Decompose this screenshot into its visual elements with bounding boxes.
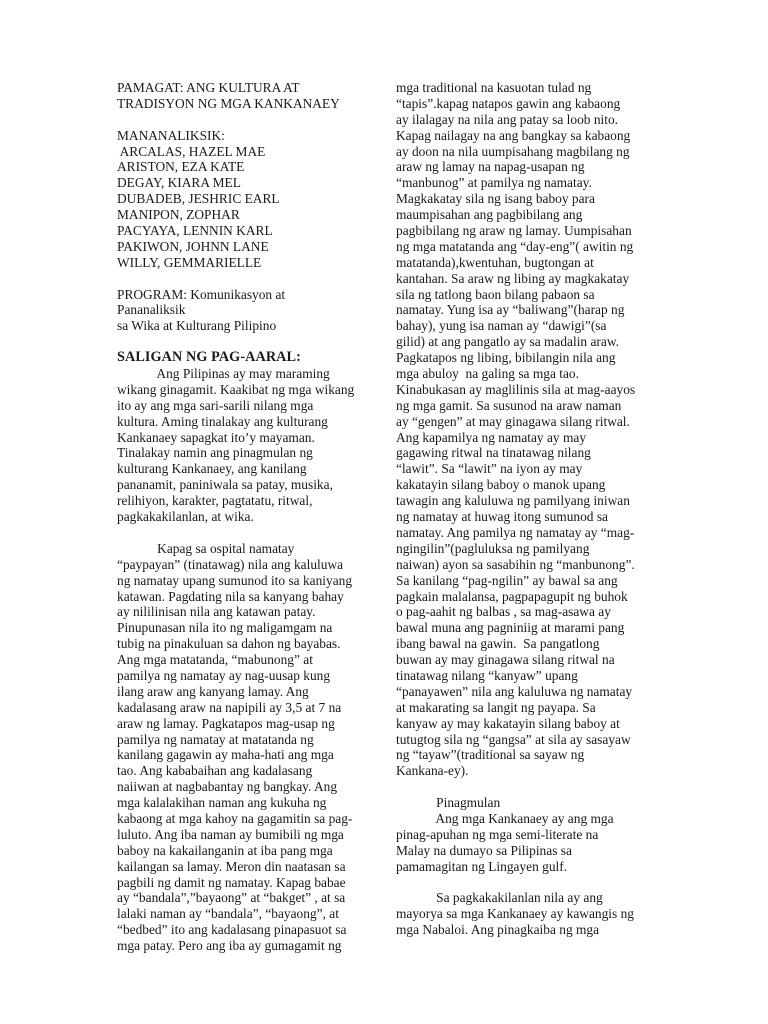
text-line: bawal muna ang pagniniig at marami pang [396, 620, 625, 636]
text-line: namatay. Ang pamilya ng namatay ay “mag- [396, 524, 635, 540]
text-line: lalaki naman ay “bandala”, “bayaong”, at [117, 906, 339, 922]
paragraph-identity [396, 890, 654, 938]
title-block [117, 80, 379, 112]
text-line: “bedbed” ito ang kadalasang pinapasuot sa [117, 922, 347, 938]
text-line: kantahan. Sa araw ng libing ay magkakatay [396, 270, 630, 286]
text-line: kailangan sa lamay. Meron din naatasan sa [117, 858, 346, 874]
text-line: pagkakakilanlan, at wika. [117, 509, 254, 525]
text-line: mga Nabaloi. Ang pinagkaiba ng mga [396, 922, 600, 938]
text-line: namatay. Yung isa ay “baliwang”(harap ng [396, 302, 625, 318]
text-line: tao. Ang kababaihan ang kadalasang [117, 763, 313, 779]
researcher-name: ARCALAS, HAZEL MAE [117, 143, 266, 159]
text-line: “paypayan” (tinatawag) nila ang kaluluwa [117, 556, 344, 572]
text-line: “manbunog” at pamilya ng namatay. [396, 175, 592, 191]
researcher-name: WILLY, GEMMARIELLE [117, 254, 262, 270]
paragraph-death-rites [117, 541, 379, 954]
text-line: buwan ay may ginagawa silang ritwal na [396, 652, 615, 668]
text-line: kakatayin silang baboy o manok upang [396, 477, 606, 493]
text-line: Ang mga matatanda, “mabunong” at [117, 652, 313, 668]
text-line: araw ng lamay na napag-usapan ng [396, 159, 585, 175]
text-line: ay “bandala”,”bayaong” at “bakget” , at sa [117, 890, 346, 906]
text-line: Kinabukasan ay maglilinis sila at mag-aayos [396, 381, 636, 397]
text-line: Tinalakay namin ang pinagmulan ng [117, 445, 313, 461]
program-block [117, 287, 379, 335]
program-line: PROGRAM: Komunikasyon at [117, 286, 286, 302]
text-line: pamilya ng namatay at matatanda ng [117, 731, 314, 747]
text-line: kabaong at mga kahoy na gagamitin sa pag- [117, 810, 353, 826]
text-line: ay doon na nila uumpisahang magbilang ng [396, 143, 630, 159]
text-line: mayorya sa mga Kankanaey ay kawangis ng [396, 906, 634, 922]
text-line: pinag-apuhan ng mga semi-literate na [396, 826, 599, 842]
text-line: tawagin ang kaluluwa ng pamilyang iniwan [396, 493, 630, 509]
text-line: pananamit, paniniwala sa patay, musika, [117, 477, 333, 493]
text-line: katawan. Pagdating nila sa kanyang bahay [117, 588, 344, 604]
researcher-name: MANIPON, ZOPHAR [117, 207, 240, 223]
text-line: baboy na kakailanganin at iba pang mga [117, 842, 333, 858]
text-line: kulturang Kankanaey, ang kanilang [117, 461, 307, 477]
researchers-label: MANANALIKSIK: [117, 127, 225, 143]
title-line: TRADISYON NG MGA KANKANAEY [117, 95, 340, 111]
text-line: at makarating sa langit ng payapa. Sa [396, 699, 596, 715]
right-column [396, 80, 654, 938]
paragraph-intro [117, 366, 379, 525]
text-line: ito ay ang mga sari-sarili nilang mga [117, 397, 314, 413]
text-line: kanyaw ay may kakatayin silang baboy at [396, 715, 620, 731]
text-line: Malay na dumayo sa Pilipinas sa [396, 842, 572, 858]
section-heading: SALIGAN NG PAG-AARAL: [117, 349, 301, 366]
subheading-pinagmulan: Pinagmulan [396, 795, 501, 811]
text-line: tinatawag nilang “kanyaw” upang [396, 667, 578, 683]
text-line: mga kalalakihan naman ang kukuha ng [117, 795, 327, 811]
researcher-name: PACYAYA, LENNIN KARL [117, 223, 273, 239]
text-line: Ang kapamilya ng namatay ay may [396, 429, 587, 445]
researcher-name: DEGAY, KIARA MEL [117, 175, 241, 191]
text-line: tubig na pinakuluan sa dahon ng bayabas. [117, 636, 341, 652]
text-line: matatanda),kwentuhan, bugtongan at [396, 254, 594, 270]
text-line: Sa pagkakakilanlan nila ay ang [396, 890, 603, 906]
title-line: PAMAGAT: ANG KULTURA AT [117, 80, 300, 95]
text-line: naiwan) ayon sa sasabihin ng “manbunong”. [396, 556, 635, 572]
researcher-name: PAKIWON, JOHNN LANE [117, 238, 269, 254]
researcher-name: ARISTON, EZA KATE [117, 159, 245, 175]
text-line: o pag-aahit ng balbas , sa mag-asawa ay [396, 604, 611, 620]
text-line: ngingilin”(pagluluksa ng pamilyang [396, 540, 590, 556]
text-line: Kankanaey sapagkat ito’y mayaman. [117, 429, 315, 445]
text-line: ng mga gamit. Sa susunod na araw naman [396, 397, 622, 413]
text-line: kultura. Aming tinalakay ang kulturang [117, 413, 328, 429]
text-line: ibang bawal na gawin. Sa pangatlong [396, 636, 600, 652]
text-line: “lawit”. Sa “lawit” na iyon ay may [396, 461, 583, 477]
text-line: pagbili ng damit ng namatay. Kapag babae [117, 874, 346, 890]
text-line: mga abuloy na galing sa mga tao. [396, 366, 579, 382]
text-line: gagawing ritwal na tinatawag nilang [396, 445, 591, 461]
text-line: “panayawen” nila ang kaluluwa ng namatay [396, 683, 633, 699]
text-line: ilang araw ang kanyang lamay. Ang [117, 683, 309, 699]
left-column [117, 80, 379, 954]
text-line: kadalasang araw na napipili ay 3,5 at 7 na [117, 699, 342, 715]
text-line: Kapag sa ospital namatay [117, 540, 295, 556]
text-line: sila ng tatlong baon bilang pabaon sa [396, 286, 595, 302]
text-line: araw ng lamay. Pagkatapos mag-usap ng [117, 715, 335, 731]
text-line: Pagkatapos ng libing, bibilangin nila ang [396, 350, 616, 366]
text-line: mga patay. Pero ang iba ay gumagamit ng [117, 938, 342, 954]
text-line: naiiwan at nagbabantay ng bangkay. Ang [117, 779, 338, 795]
text-line: Sa kanilang “pag-ngilin” ay bawal sa ang [396, 572, 618, 588]
text-line: pamilya ng namatay ay nag-uusap kung [117, 667, 331, 683]
text-line: ng “tayaw”(traditional sa sayaw ng [396, 747, 585, 763]
program-line: Pananaliksik [117, 302, 186, 318]
text-line: Kankana-ey). [396, 763, 469, 779]
text-line: tutugtog sila ng “gangsa” at sila ay sasayaw [396, 731, 631, 747]
text-line: ng mga matatanda ang “day-eng”( awitin ng [396, 238, 634, 254]
text-line: ng namatay upang sumunod ito sa kaniyang [117, 572, 353, 588]
text-line: pagbibilang ng araw ng lamay. Uumpisahan [396, 223, 632, 239]
program-line: sa Wika at Kulturang Pilipino [117, 318, 277, 334]
researchers-block [117, 128, 379, 271]
paragraph-origin [396, 811, 654, 875]
text-line: wikang ginagamit. Kaakibat ng mga wikang [117, 381, 355, 397]
text-line: Ang Pilipinas ay may maraming [117, 366, 330, 382]
text-line: ay ilalagay na nila ang patay sa loob nito. [396, 111, 618, 127]
text-line: Magkakatay sila ng isang baboy para [396, 191, 595, 207]
text-line: maumpisahan ang pagbibilang ang [396, 207, 583, 223]
text-line: pamamagitan ng Lingayen gulf. [396, 858, 568, 874]
researcher-name: DUBADEB, JESHRIC EARL [117, 191, 280, 207]
text-line: Kapag nailagay na ang bangkay sa kabaong [396, 127, 631, 143]
text-line: kanilang gagawin ay maha-hati ang mga [117, 747, 334, 763]
text-line: relihiyon, karakter, pagtatatu, ritwal, [117, 493, 313, 509]
text-line: ng namatay at huwag itong sumunod sa [396, 509, 608, 525]
text-line: pagkain malalansa, pagpapagupit ng buhok [396, 588, 628, 604]
text-line: Pinupunasan nila ito ng maligamgam na [117, 620, 333, 636]
text-line: Ang mga Kankanaey ay ang mga [396, 810, 614, 826]
text-line: bahay), yung isa naman ay “dawigi”(sa [396, 318, 607, 334]
text-line: mga traditional na kasuotan tulad ng [396, 80, 592, 95]
text-line: ay “gengen” at may ginagawa silang ritwal. [396, 413, 630, 429]
text-line: gilid) at ang pangatlo ay sa madalin araw. [396, 334, 619, 350]
text-line: luluto. Ang iba naman ay bumibili ng mga [117, 826, 344, 842]
text-line: ay nililinisan nila ang katawan patay. [117, 604, 316, 620]
paragraph-wake-rituals [396, 80, 654, 779]
text-line: “tapis”.kapag natapos gawin ang kabaong [396, 95, 621, 111]
